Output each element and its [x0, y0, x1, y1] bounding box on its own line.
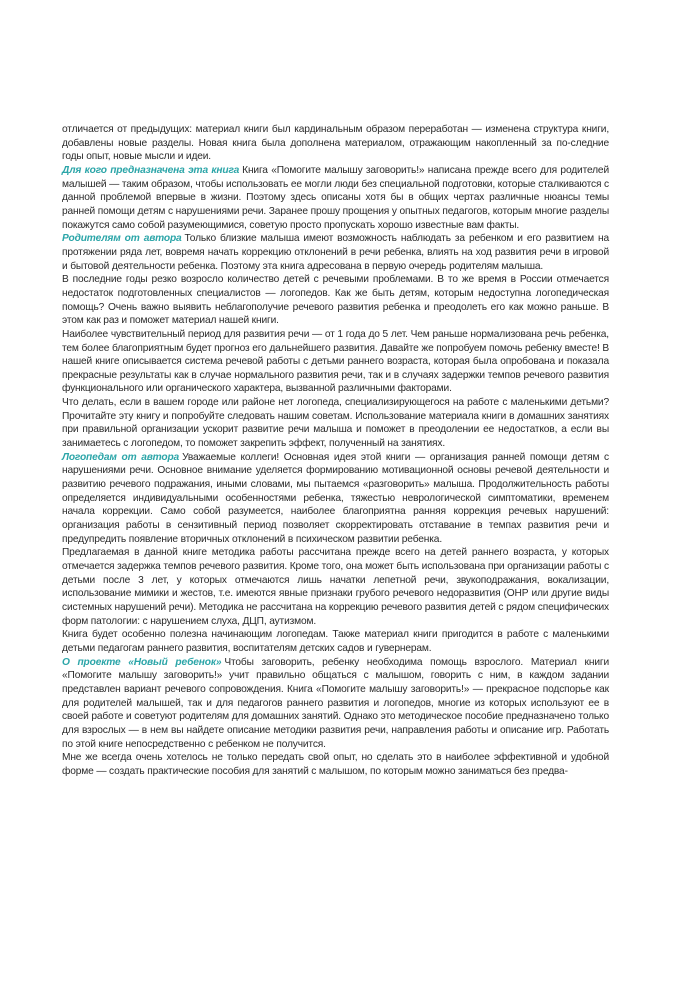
paragraph: Наиболее чувствительный период для развития речи — от 1 года до 5 лет. Чем раньше нормализована речь ребенка, тем более благоприятным будет прогноз его дальнейшего развития. Давайте же попробуем помочь ребенку вместе! В нашей книге описывается система речевой работы с детьми раннего возраста, которая была опробована и показала прекрасные результаты как в случае нормального развития речи, так и в случаях задержки темпов речевого развития функционального или органического характера, вызванной различными факторами.	[62, 328, 609, 395]
section-for-parents: Родителям от автора Только близкие малыша имеют возможность наблюдать за ребенком и его развитием на протяжении ряда лет, вовремя начать коррекцию отклонений в речи ребенка, влиять на ход развития речи в игровой и бытовой деятельности ребенка. Поэтому эта книга адресована в первую очередь родителям малыша.	[62, 233, 609, 272]
section-about-project: О проекте «Новый ребенок» Чтобы заговорить, ребенку необходима помощь взрослого. Материал книги «Помогите малышу заговорить!» учит правильно общаться с малышом, говорить с ним, в каждом задании представлен вариант речевого сопровождения. Книга «Помогите малышу заговорить!» — прекрасное подспорье как для родителей малышей, так и для педагогов раннего развития и логопедов, многие из которых используют ее в своей работе и советуют родителям для домашних занятий. Однако это методическое пособие предназначено только для взрослых — в нем вы найдете описание методики развития речи, направления работы и описание игр. Работать по этой книге непосредственно с ребенком не получится.	[62, 656, 609, 750]
section-heading: Для кого предназначена эта книга	[62, 164, 240, 176]
paragraph: Книга будет особенно полезна начинающим логопедам. Также материал книги пригодится в работе с маленькими детьми педагогам раннего развития, воспитателям детских садов и гувернерам.	[62, 629, 609, 654]
paragraph: Что делать, если в вашем городе или районе нет логопеда, специализирующегося на работе с маленькими детьми? Прочитайте эту книгу и попробуйте следовать нашим советам. Использование материала книги в домашних занятиях при правильной организации ускорит развитие речи малыша и поможет в преодолении ее недостатков, а если вы занимаетесь с логопедом, то поможет закрепить эффект, полученный на занятиях.	[62, 397, 609, 450]
section-heading: О проекте «Новый ребенок»	[62, 656, 222, 668]
section-target-audience: Для кого предназначена эта книга Книга «Помогите малышу заговорить!» написана прежде всего для родителей малышей — таким образом, чтобы использовать ее могли люди без специальной подготовки, которые сталкиваются с данной проблемой впервые в жизни. Поэтому здесь описаны хотя бы в общих чертах различные нюансы темы ранней помощи детям с нарушениями речи. Заранее прошу прощения у опытных педагогов, которым многие разделы покажутся само собой разумеющимися, советую просто пропускать хорошо известные вам факты.	[62, 164, 609, 231]
paragraph-intro-continuation: отличается от предыдущих: материал книги был кардинальным образом переработан — изменена структура книги, добавлены новые разделы. Новая книга была дополнена материалом, отражающим накопленный за по-следние годы опыт, новые мысли и идеи.	[62, 124, 609, 163]
paragraph: В последние годы резко возросло количество детей с речевыми проблемами. В то же время в России отмечается недостаток подготовленных специалистов — логопедов. Как же быть детям, которым недоступна логопедическая помощь? Очень важно выявить неблагополучие речевого развития ребенка и преодолеть его как можно раньше. В этом как раз и поможет материал нашей книги.	[62, 274, 609, 327]
page-body	[62, 123, 609, 779]
paragraph: Мне же всегда очень хотелось не только передать свой опыт, но сделать это в наиболее эффективной и удобной форме — создать практические пособия для занятий с малышом, по которым можно заниматься без предва-	[62, 752, 609, 777]
paragraph: Предлагаемая в данной книге методика работы рассчитана прежде всего на детей раннего возраста, у которых отмечается задержка темпов речевого развития. Кроме того, она может быть использована при организации работы с детьми после 3 лет, у которых отмечаются лишь начатки лепетной речи, звукоподражания, вокализации, использование мимики и жестов, т.е. имеются явные признаки грубого речевого недоразвития (ОНР или другие виды системных нарушений речи). Методика не рассчитана на коррекцию речевого развития детей с рядом специфических форм патологии: с нарушением слуха, ДЦП, аутизмом.	[62, 547, 609, 627]
section-heading: Логопедам от автора	[62, 451, 180, 463]
section-heading: Родителям от автора	[62, 233, 182, 245]
section-for-speech-therapists: Логопедам от автора Уважаемые коллеги! Основная идея этой книги — организация ранней помощи детям с нарушениями речи. Основное внимание уделяется формированию мотивационной основы речевой деятельности и развитию речевого подражания, иными словами, мы пытаемся «разговорить» малыша. Продолжительность работы определяется индивидуальными особенностями ребенка, тяжестью неврологической симптоматики, временем начала коррекции. Само собой разумеется, наиболее благоприятна ранняя коррекция речевых нарушений: организация работы в сензитивный период позволяет скорректировать отставание в темпах развития речи и предупредить появление вторичных отклонений в психическом развитии ребенка.	[62, 451, 610, 545]
